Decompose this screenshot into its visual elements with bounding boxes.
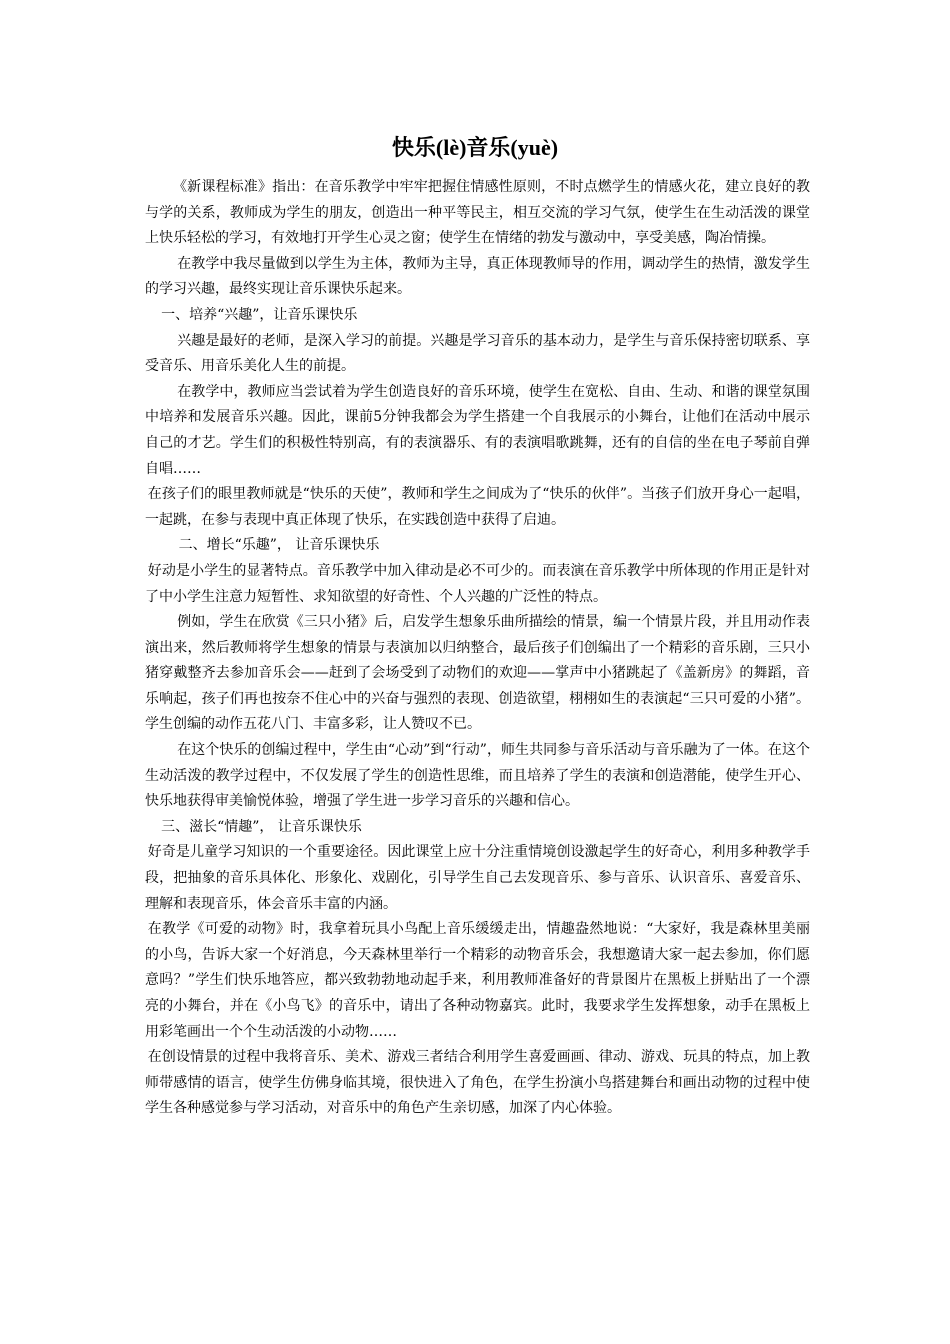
section-heading-2: 二、增长“乐趣”， 让音乐课快乐	[178, 537, 380, 554]
paragraph: 在这个快乐的创编过程中，学生由“心动”到“行动”，师生共同参与音乐活动与音乐融为了一体。在这个生动活泼的教学过程中，不仅发展了学生的创造性思维，而且培养了学生的表演和创造潜能，使学生开心、快乐地获得审美愉悦体验，增强了学生进一步学习音乐的兴趣和信心。	[145, 742, 810, 810]
paragraph: 例如，学生在欣赏《三只小猪》后，启发学生想象乐曲所描绘的情景，编一个情景片段，并且用动作表演出来，然后教师将学生想象的情景与表演加以归纳整合，最后孩子们创编出了一个精彩的音乐剧，三只小猪穿戴整齐去参加音乐会——赶到了会场受到了动物们的欢迎——掌声中小猪跳起了《盖新房》的舞蹈，音乐响起，孩子们再也按奈不住心中的兴奋与强烈的表现、创造欲望，栩栩如生的表演起“三只可爱的小猪”。学生创编的动作五花八门、丰富多彩，让人赞叹不已。	[145, 614, 810, 733]
paragraph-intro: 《新课程标准》指出：在音乐教学中牢牢把握住情感性原则，不时点燃学生的情感火花，建立良好的教与学的关系，教师成为学生的朋友，创造出一种平等民主，相互交流的学习气氛，使学生在生动活泼的课堂上快乐轻松的学习，有效地打开学生心灵之窗；使学生在情绪的勃发与激动中，享受美感，陶冶情操。	[145, 179, 810, 247]
section-heading-1: 一、培养“兴趣”，让音乐课快乐	[161, 306, 358, 323]
section-heading-3: 三、滋长“情趣”， 让音乐课快乐	[161, 818, 362, 835]
paragraph: 兴趣是最好的老师，是深入学习的前提。兴趣是学习音乐的基本动力，是学生与音乐保持密切联系、享受音乐、用音乐美化人生的前提。	[145, 332, 810, 375]
paragraph: 在孩子们的眼里教师就是“快乐的天使”，教师和学生之间成为了“快乐的伙伴”。当孩子们放开身心一起唱，一起跳，在参与表现中真正体现了快乐，在实践创造中获得了启迪。	[145, 486, 810, 528]
paragraph: 在教学《可爱的动物》时，我拿着玩具小鸟配上音乐缓缓走出，情趣盎然地说：“大家好，我是森林里美丽的小鸟，告诉大家一个好消息，今天森林里举行一个精彩的动物音乐会，我想邀请大家一起去参加，你们愿意吗？”学生们快乐地答应，都兴致勃勃地动起手来，利用教师准备好的背景图片在黑板上拼贴出了一个漂亮的小舞台，并在《小鸟飞》的音乐中，请出了各种动物嘉宾。此时，我要求学生发挥想象，动手在黑板上用彩笔画出一个个生动活泼的小动物……	[145, 921, 810, 1040]
document-body	[145, 175, 810, 1122]
document-title: 快乐(lè)音乐(yuè)	[391, 135, 559, 160]
paragraph: 好奇是儿童学习知识的一个重要途径。因此课堂上应十分注重情境创设激起学生的好奇心，利用多种教学手段，把抽象的音乐具体化、形象化、戏剧化，引导学生自己去发现音乐、参与音乐、认识音乐、喜爱音乐、理解和表现音乐，体会音乐丰富的内涵。	[145, 844, 810, 912]
paragraph: 好动是小学生的显著特点。音乐教学中加入律动是必不可少的。而表演在音乐教学中所体现的作用正是针对了中小学生注意力短暂性、求知欲望的好奇性、个人兴趣的广泛性的特点。	[145, 562, 810, 605]
paragraph-approach: 在教学中我尽量做到以学生为主体，教师为主导，真正体现教师导的作用，调动学生的热情，激发学生的学习兴趣，最终实现让音乐课快乐起来。	[145, 255, 810, 298]
paragraph: 在创设情景的过程中我将音乐、美术、游戏三者结合利用学生喜爱画画、律动、游戏、玩具的特点，加上教师带感情的语言，使学生仿佛身临其境，很快进入了角色，在学生扮演小鸟搭建舞台和画出动物的过程中使学生各种感觉参与学习活动，对音乐中的角色产生亲切感，加深了内心体验。	[145, 1049, 810, 1117]
paragraph: 在教学中，教师应当尝试着为学生创造良好的音乐环境，使学生在宽松、自由、生动、和谐的课堂氛围中培养和发展音乐兴趣。因此，课前5分钟我都会为学生搭建一个自我展示的小舞台，让他们在活动中展示自己的才艺。学生们的积极性特别高，有的表演器乐、有的表演唱歌跳舞，还有的自信的坐在电子琴前自弹自唱……	[145, 383, 810, 477]
